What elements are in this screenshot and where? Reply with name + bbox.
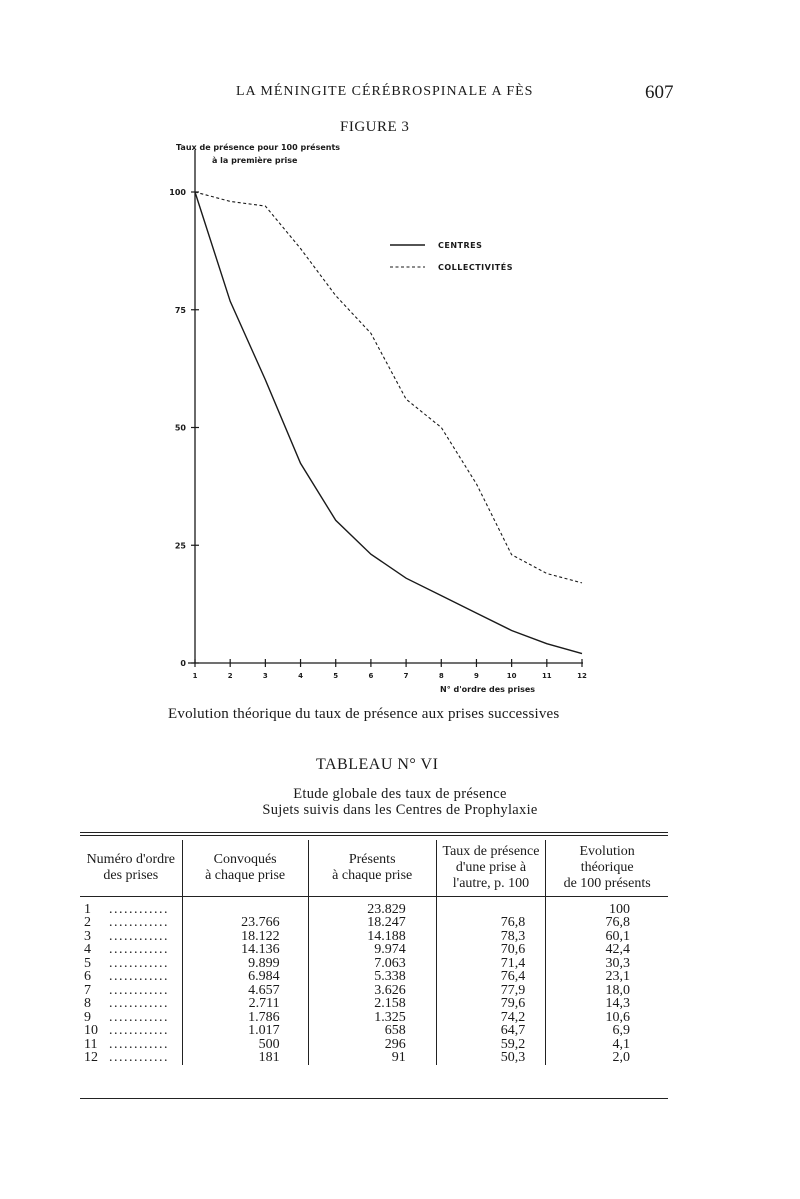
cell-evolution: 30,3	[546, 957, 668, 971]
cell-taux: 50,3	[436, 1051, 546, 1065]
cell-presents: 296	[308, 1038, 436, 1052]
cell-numero	[80, 997, 182, 1011]
row-number: 5	[84, 955, 91, 971]
cell-evolution: 2,0	[546, 1051, 668, 1065]
leader-dots: ............	[104, 1036, 169, 1052]
cell-presents: 3.626	[308, 984, 436, 998]
table-row	[80, 1051, 668, 1065]
x-tick-label: 5	[333, 672, 339, 680]
cell-convoques: 4.657	[182, 984, 308, 998]
x-tick-label: 10	[506, 672, 517, 680]
figure-caption: Evolution théorique du taux de présence aux prises successives	[168, 706, 560, 722]
y-tick-label: 100	[169, 188, 186, 197]
leader-dots: ............	[104, 928, 169, 944]
y-tick-label: 0	[180, 659, 186, 668]
y-axis-label-line2: à la première prise	[212, 156, 298, 165]
cell-numero	[80, 943, 182, 957]
cell-taux: 79,6	[436, 997, 546, 1011]
x-tick-label: 7	[403, 672, 409, 680]
cell-numero	[80, 896, 182, 916]
cell-taux	[436, 896, 546, 916]
cell-numero	[80, 930, 182, 944]
cell-taux: 77,9	[436, 984, 546, 998]
cell-presents: 18.247	[308, 916, 436, 930]
table-row	[80, 984, 668, 998]
row-number: 11	[84, 1036, 98, 1052]
cell-numero	[80, 957, 182, 971]
leader-dots: ............	[104, 1050, 169, 1065]
leader-dots: ............	[104, 955, 169, 971]
header-evolution: Evolution théorique de 100 présents	[546, 840, 668, 896]
y-tick-label: 50	[174, 423, 186, 433]
page-number: 607	[645, 82, 674, 103]
leader-dots: ............	[104, 942, 169, 957]
leader-dots: ............	[104, 982, 169, 998]
cell-evolution: 4,1	[546, 1038, 668, 1052]
cell-convoques: 6.984	[182, 970, 308, 984]
leader-dots: ............	[104, 996, 169, 1011]
x-axis-label: N° d'ordre des prises	[440, 685, 536, 694]
cell-presents: 1.325	[308, 1011, 436, 1025]
cell-taux: 59,2	[436, 1038, 546, 1052]
cell-taux: 74,2	[436, 1011, 546, 1025]
cell-convoques: 14.136	[182, 943, 308, 957]
header-convoques: Convoqués à chaque prise	[182, 840, 308, 896]
x-tick-label: 11	[541, 672, 552, 680]
row-number: 8	[84, 996, 91, 1011]
leader-dots: ............	[104, 915, 169, 930]
cell-numero	[80, 1024, 182, 1038]
y-axis-label-line1: Taux de présence pour 100 présents	[176, 143, 341, 152]
series-line-collectivites	[195, 192, 582, 583]
table-row	[80, 1038, 668, 1052]
cell-convoques: 181	[182, 1051, 308, 1065]
cell-convoques: 9.899	[182, 957, 308, 971]
table-row	[80, 957, 668, 971]
table-row	[80, 1024, 668, 1038]
running-title: LA MÉNINGITE CÉRÉBROSPINALE A FÈS	[236, 84, 534, 99]
cell-evolution: 6,9	[546, 1024, 668, 1038]
x-tick-label: 4	[298, 672, 303, 680]
table-row	[80, 943, 668, 957]
y-tick-label: 75	[174, 305, 186, 315]
cell-taux: 70,6	[436, 943, 546, 957]
leader-dots: ............	[104, 1009, 169, 1025]
cell-convoques	[182, 896, 308, 916]
x-tick-label: 8	[438, 672, 444, 680]
x-tick-label: 1	[192, 672, 198, 680]
cell-taux: 76,8	[436, 916, 546, 930]
row-number: 3	[84, 928, 91, 944]
cell-numero	[80, 916, 182, 930]
cell-convoques: 18.122	[182, 930, 308, 944]
row-number: 9	[84, 1009, 91, 1025]
cell-presents: 14.188	[308, 930, 436, 944]
table-subtitle-line1: Etude globale des taux de présence	[293, 786, 507, 802]
cell-evolution: 60,1	[546, 930, 668, 944]
legend-label: COLLECTIVITÉS	[438, 263, 513, 272]
cell-convoques: 23.766	[182, 916, 308, 930]
cell-taux: 64,7	[436, 1024, 546, 1038]
cell-evolution: 23,1	[546, 970, 668, 984]
data-table	[80, 840, 668, 1065]
cell-presents: 2.158	[308, 997, 436, 1011]
x-tick-label: 3	[262, 672, 268, 680]
table-subtitle-line2: Sujets suivis dans les Centres de Prophylaxie	[262, 802, 538, 818]
figure-title: FIGURE 3	[340, 119, 410, 135]
row-number: 4	[84, 942, 91, 957]
x-tick-label: 2	[227, 672, 233, 680]
table-row	[80, 970, 668, 984]
cell-presents: 91	[308, 1051, 436, 1065]
cell-convoques: 2.711	[182, 997, 308, 1011]
series-line-centres	[195, 192, 582, 654]
row-number: 1	[84, 901, 91, 917]
cell-numero	[80, 1011, 182, 1025]
table-row	[80, 930, 668, 944]
row-number: 6	[84, 969, 91, 984]
header-presents: Présents à chaque prise	[308, 840, 436, 896]
leader-dots: ............	[104, 1023, 169, 1038]
row-number: 2	[84, 915, 91, 930]
cell-numero	[80, 970, 182, 984]
cell-numero	[80, 984, 182, 998]
header-numero: Numéro d'ordre des prises	[80, 840, 182, 896]
cell-evolution: 14,3	[546, 997, 668, 1011]
cell-evolution: 76,8	[546, 916, 668, 930]
cell-presents: 7.063	[308, 957, 436, 971]
table-row	[80, 997, 668, 1011]
table-row	[80, 896, 668, 916]
leader-dots: ............	[104, 901, 169, 917]
y-tick-label: 25	[174, 541, 186, 551]
table-top-rule-2	[80, 835, 668, 836]
cell-presents: 658	[308, 1024, 436, 1038]
x-tick-label: 12	[577, 672, 587, 680]
cell-numero	[80, 1051, 182, 1065]
cell-presents: 23.829	[308, 896, 436, 916]
cell-evolution: 42,4	[546, 943, 668, 957]
cell-convoques: 1.786	[182, 1011, 308, 1025]
cell-evolution: 10,6	[546, 1011, 668, 1025]
table-top-rule	[80, 832, 668, 833]
row-number: 12	[84, 1050, 98, 1065]
cell-taux: 78,3	[436, 930, 546, 944]
x-tick-label: 6	[368, 672, 374, 680]
cell-convoques: 1.017	[182, 1024, 308, 1038]
leader-dots: ............	[104, 969, 169, 984]
cell-evolution: 100	[546, 896, 668, 916]
cell-presents: 9.974	[308, 943, 436, 957]
cell-numero	[80, 1038, 182, 1052]
legend-label: CENTRES	[438, 241, 483, 250]
table-row	[80, 916, 668, 930]
row-number: 7	[84, 982, 91, 998]
cell-convoques: 500	[182, 1038, 308, 1052]
header-taux: Taux de présence d'une prise à l'autre, p. 100	[436, 840, 546, 896]
cell-presents: 5.338	[308, 970, 436, 984]
table-bottom-rule	[80, 1098, 668, 1099]
x-tick-label: 9	[474, 672, 479, 680]
cell-taux: 76,4	[436, 970, 546, 984]
table-title: TABLEAU N° VI	[316, 756, 439, 773]
cell-evolution: 18,0	[546, 984, 668, 998]
table-row	[80, 1011, 668, 1025]
row-number: 10	[84, 1023, 98, 1038]
cell-taux: 71,4	[436, 957, 546, 971]
